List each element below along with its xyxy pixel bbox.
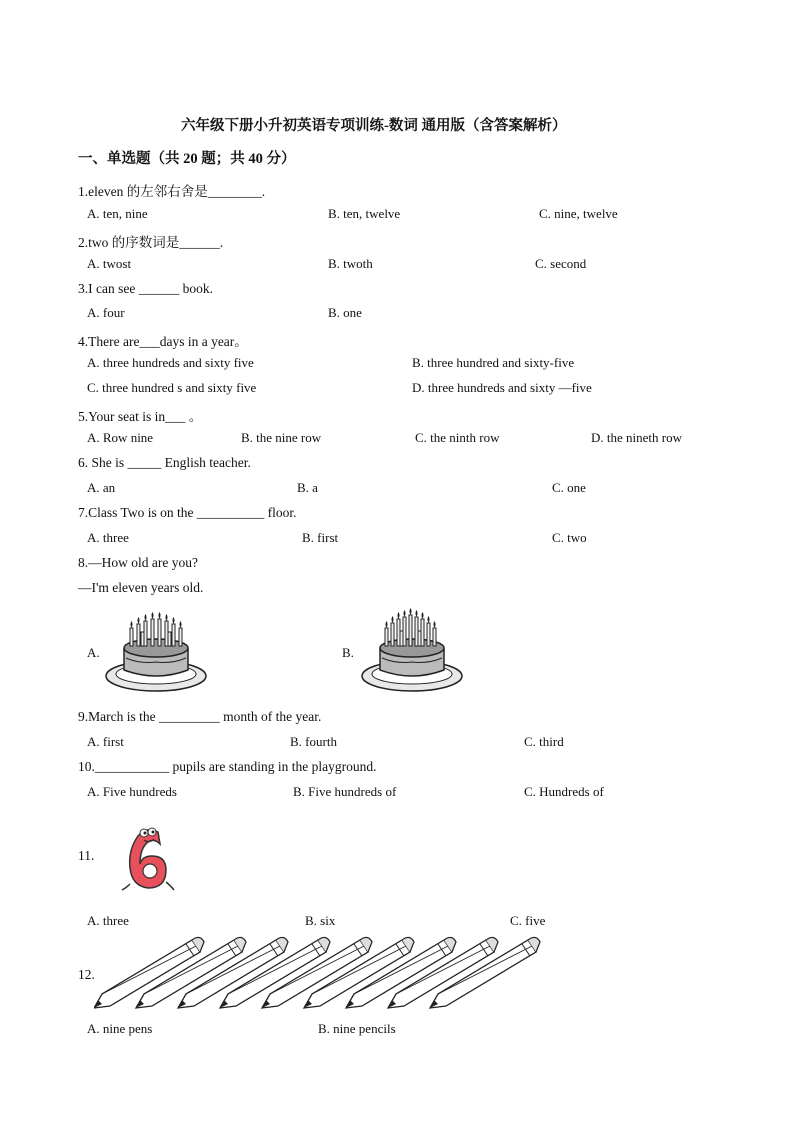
section-heading: 一、单选题（共 20 题；共 40 分）: [78, 151, 296, 167]
question-1: 1.eleven 的左邻右舍是________.: [78, 184, 266, 199]
question-3: 3.I can see ______ book.: [78, 281, 213, 296]
birthday-cake-icon: [104, 608, 208, 694]
question-12: 12.: [78, 967, 95, 982]
q4-option-a[interactable]: A. three hundreds and sixty five: [87, 355, 254, 370]
q4-option-b[interactable]: B. three hundred and sixty-five: [412, 355, 575, 370]
question-8: 8.—How old are you?: [78, 555, 198, 570]
question-8-answer-line: —I'm eleven years old.: [78, 580, 204, 595]
q4-option-d[interactable]: D. three hundreds and sixty —five: [412, 380, 592, 395]
q4-option-c[interactable]: C. three hundred s and sixty five: [87, 380, 257, 395]
q5-option-d[interactable]: D. the nineth row: [591, 430, 682, 445]
q9-option-c[interactable]: C. third: [524, 734, 564, 749]
page-title: 六年级下册小升初英语专项训练-数词 通用版（含答案解析）: [181, 118, 567, 134]
q10-option-b[interactable]: B. Five hundreds of: [293, 784, 397, 799]
question-6: 6. She is _____ English teacher.: [78, 455, 251, 470]
question-10: 10.___________ pupils are standing in the playground.: [78, 759, 377, 774]
q11-option-c[interactable]: C. five: [510, 913, 546, 928]
question-7: 7.Class Two is on the __________ floor.: [78, 505, 297, 520]
q7-option-c[interactable]: C. two: [552, 530, 587, 545]
q12-option-a[interactable]: A. nine pens: [87, 1021, 153, 1036]
q3-option-b[interactable]: B. one: [328, 305, 362, 320]
pencils-illustration: [94, 934, 544, 1012]
q2-option-b[interactable]: B. twoth: [328, 256, 373, 271]
q8-option-b[interactable]: B.: [342, 645, 354, 660]
q11-option-b[interactable]: B. six: [305, 913, 336, 928]
q5-option-b[interactable]: B. the nine row: [241, 430, 322, 445]
number-six-icon: [118, 818, 176, 894]
q3-option-a[interactable]: A. four: [87, 305, 125, 320]
q5-option-a[interactable]: A. Row nine: [87, 430, 154, 445]
q1-option-b[interactable]: B. ten, twelve: [328, 206, 401, 221]
q5-option-c[interactable]: C. the ninth row: [415, 430, 500, 445]
q6-option-a[interactable]: A. an: [87, 480, 116, 495]
q8-option-a[interactable]: A.: [87, 645, 100, 660]
question-5: 5.Your seat is in___ 。: [78, 409, 203, 424]
q1-option-c[interactable]: C. nine, twelve: [539, 206, 618, 221]
q6-option-b[interactable]: B. a: [297, 480, 318, 495]
q12-option-b[interactable]: B. nine pencils: [318, 1021, 396, 1036]
q7-option-a[interactable]: A. three: [87, 530, 129, 545]
question-2: 2.two 的序数词是______.: [78, 235, 224, 250]
question-11: 11.: [78, 848, 95, 863]
q2-option-c[interactable]: C. second: [535, 256, 587, 271]
q7-option-b[interactable]: B. first: [302, 530, 339, 545]
question-4: 4.There are___days in a year。: [78, 334, 248, 349]
q10-option-a[interactable]: A. Five hundreds: [87, 784, 177, 799]
q6-option-c[interactable]: C. one: [552, 480, 586, 495]
q10-option-c[interactable]: C. Hundreds of: [524, 784, 604, 799]
q1-option-a[interactable]: A. ten, nine: [87, 206, 148, 221]
q11-option-a[interactable]: A. three: [87, 913, 129, 928]
q9-option-a[interactable]: A. first: [87, 734, 124, 749]
q9-option-b[interactable]: B. fourth: [290, 734, 337, 749]
question-9: 9.March is the _________ month of the year.: [78, 709, 322, 724]
birthday-cake-icon: [360, 606, 464, 694]
q2-option-a[interactable]: A. twost: [87, 256, 132, 271]
